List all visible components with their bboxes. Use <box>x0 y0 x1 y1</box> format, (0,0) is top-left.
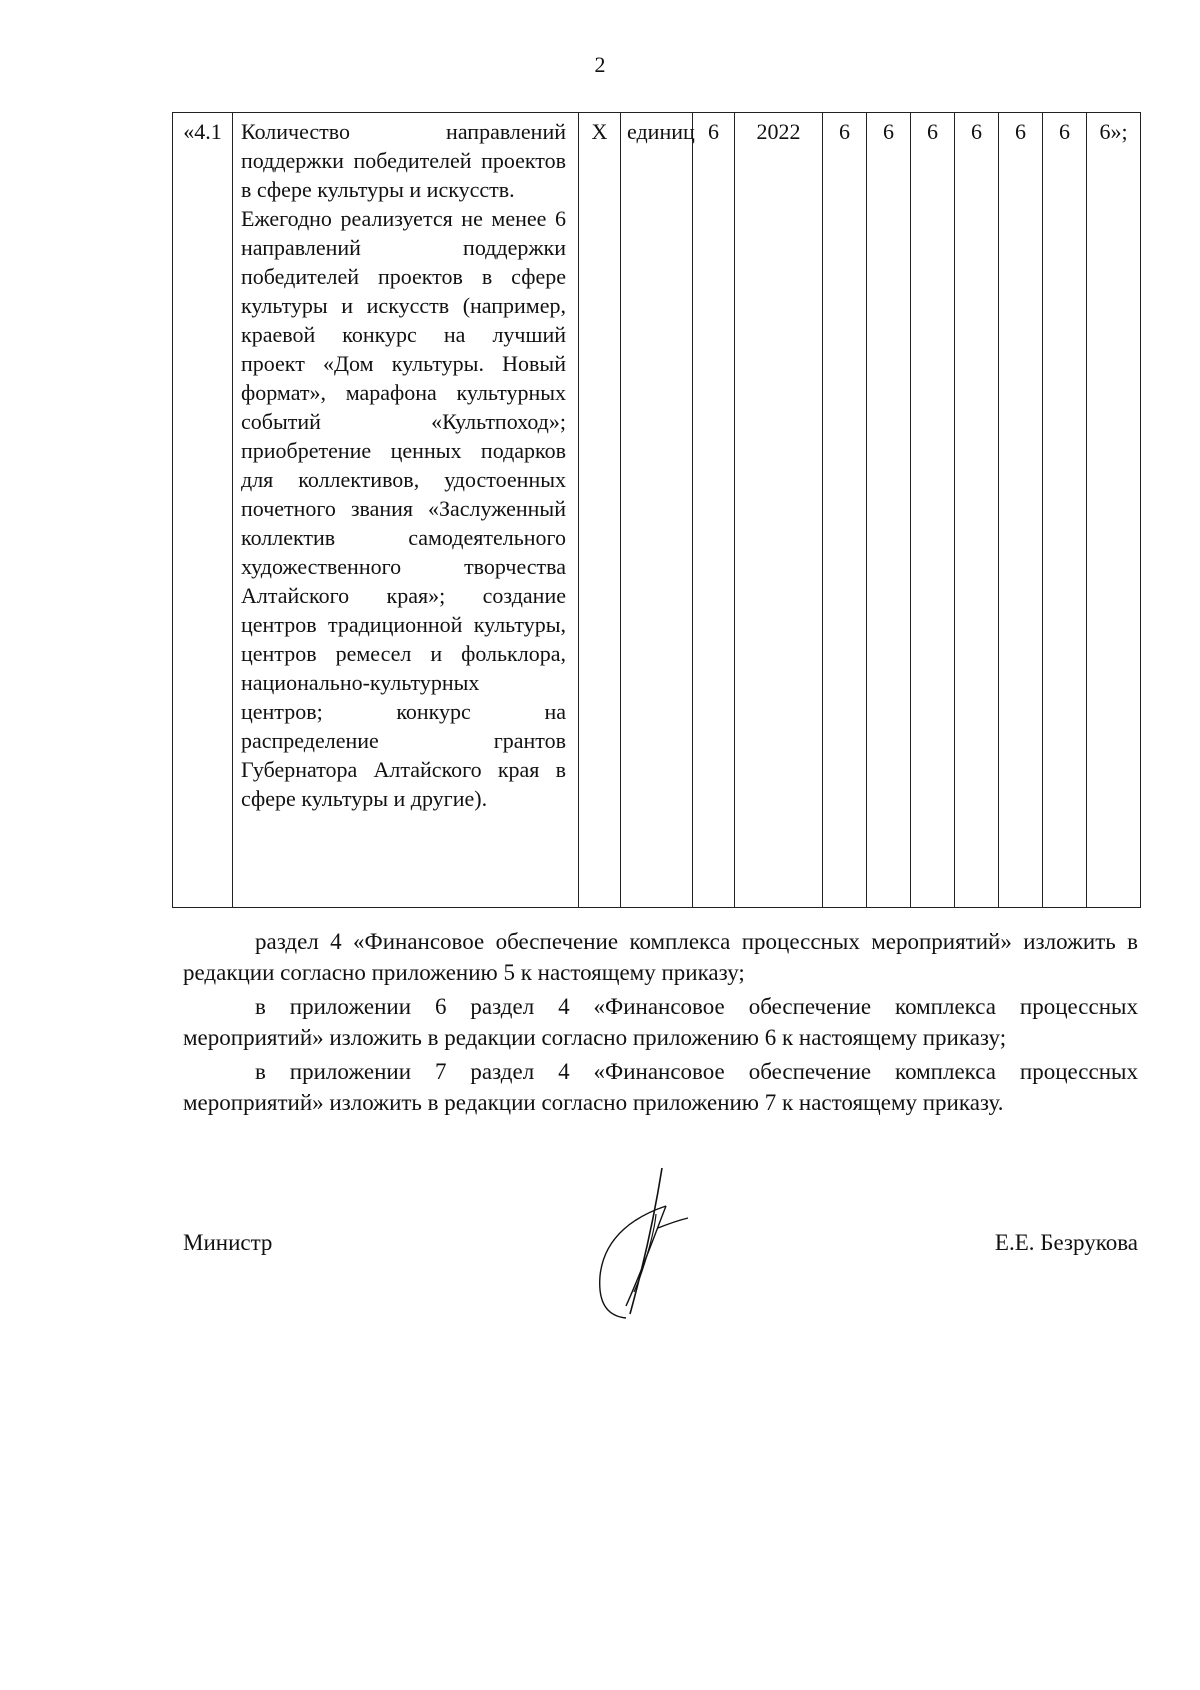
signatory-name: Е.Е. Безрукова <box>994 1230 1138 1255</box>
base-year-cell: 2022 <box>735 113 823 908</box>
value-cell: 6 <box>823 113 867 908</box>
body-paragraph: в приложении 6 раздел 4 «Финансовое обеспечение комплекса процессных мероприятий» изложить в редакции согласно приложению 6 к настоящему приказу; <box>183 994 1138 1050</box>
page-number: 2 <box>594 52 606 77</box>
marker-cell: X <box>579 113 621 908</box>
description-cell <box>233 113 579 908</box>
table-row <box>173 113 1141 908</box>
value-cell: 6 <box>955 113 999 908</box>
value-cell: 6 <box>867 113 911 908</box>
value-cell: 6 <box>999 113 1043 908</box>
value-cell: 6 <box>1043 113 1087 908</box>
signature-row <box>183 1230 1138 1256</box>
indicator-table <box>172 112 1141 908</box>
description-paragraph: Ежегодно реализуется не менее 6 направлений поддержки победителей проектов в сфере культуры и искусств (например, краевой конкурс на лучший проект «Дом культуры. Новый формат», марафона культурных событий «Культпоход»; приобретение ценных подарков для коллективов, удостоенных почетного звания «Заслуженный коллектив самодеятельного художественного творчества Алтайского края»; создание центров традиционной культуры, центров ремесел и фольклора, национально-культурных центров; конкурс на распределение грантов Губернатора Алтайского края в сфере культуры и другие). <box>241 206 566 811</box>
signatory-position: Министр <box>183 1230 273 1255</box>
value-cell: 6»; <box>1087 113 1141 908</box>
description-paragraph: Количество направлений поддержки победителей проектов в сфере культуры и искусств. <box>241 119 566 202</box>
body-text <box>183 926 1138 1121</box>
value-cell: 6 <box>911 113 955 908</box>
body-paragraph: раздел 4 «Финансовое обеспечение комплекса процессных мероприятий» изложить в редакции согласно приложению 5 к настоящему приказу; <box>183 929 1138 985</box>
base-value-cell: 6 <box>693 113 735 908</box>
body-paragraph: в приложении 7 раздел 4 «Финансовое обеспечение комплекса процессных мероприятий» изложить в редакции согласно приложению 7 к настоящему приказу. <box>183 1059 1138 1115</box>
unit-cell: единиц <box>621 113 693 908</box>
row-number-cell: «4.1 <box>173 113 233 908</box>
